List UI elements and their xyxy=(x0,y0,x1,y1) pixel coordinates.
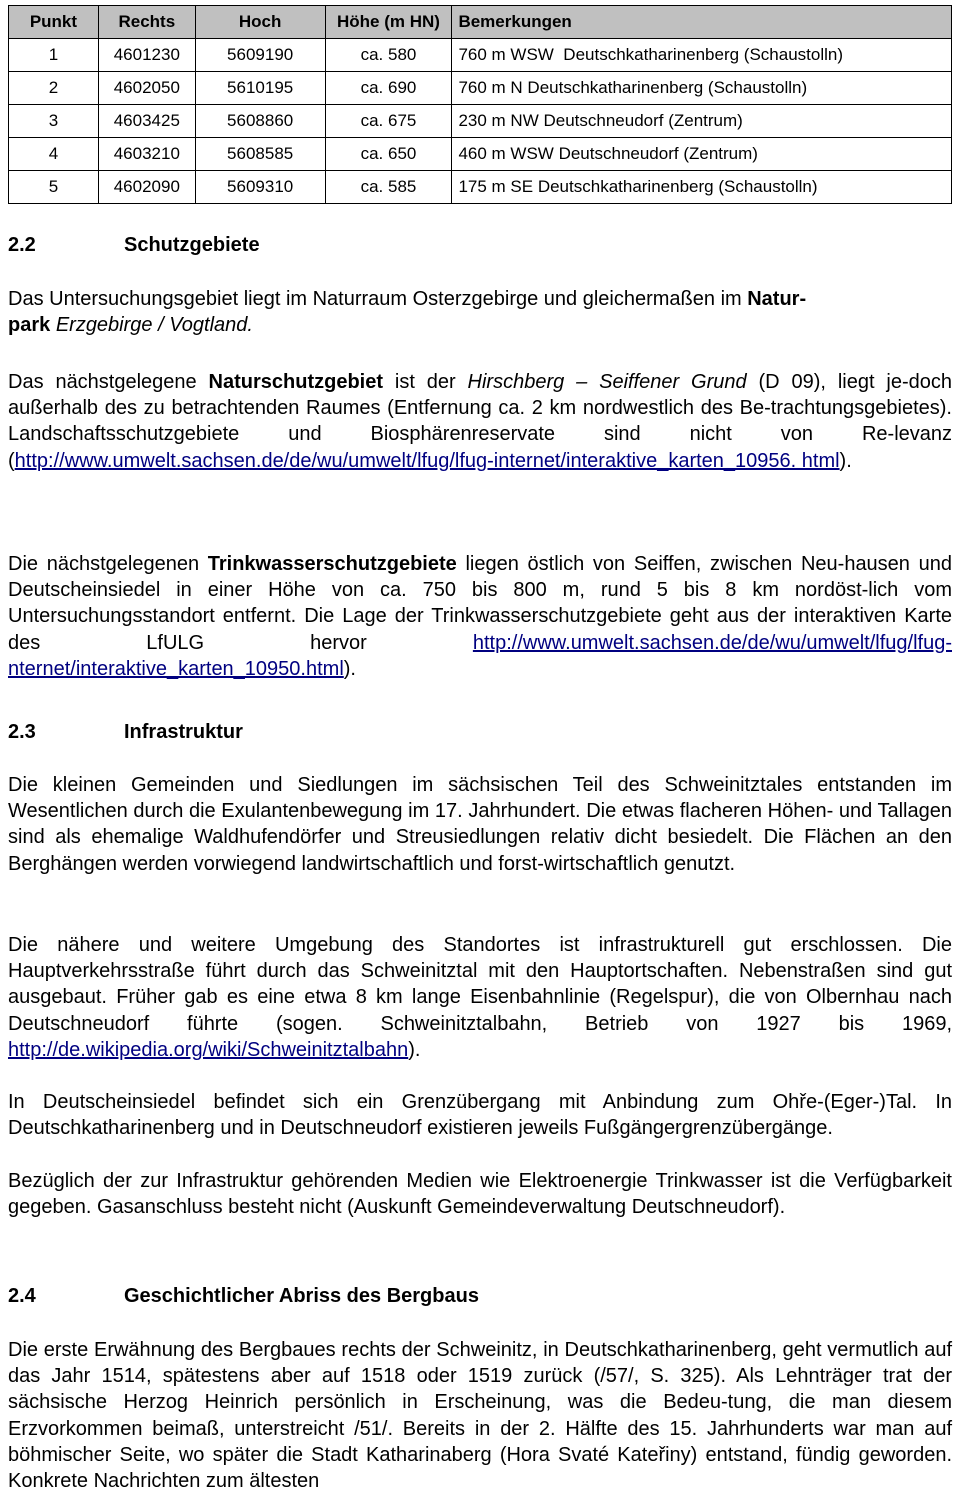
text-run: Die nähere und weitere Umgebung des Standortes ist infrastrukturell gut erschlossen. Die Hauptverkehrsstraße führt durch das Schweinitztal mit den Hauptortschaften. Nebenstraßen sind gut ausgebaut. Früher gab es eine etwa 8 km lange Eisenbahnlinie (Regelspur), die von Olbernhau nach Deutschneudorf führte (sogen. Schweinitztalbahn, Betrieb von 1927 bis 1969, xyxy=(8,934,952,1035)
table-header-row xyxy=(9,6,952,39)
text-run: Das nächstgelegene xyxy=(8,371,209,393)
cell-rechts: 4602050 xyxy=(98,72,195,105)
cell-hoehe: ca. 650 xyxy=(325,138,452,171)
header-hoehe: Höhe (m HN) xyxy=(325,6,452,39)
table-row xyxy=(9,171,952,204)
paragraph-medien: Bezüglich der zur Infrastruktur gehörenden Medien wie Elektroenergie Trinkwasser ist die Verfügbarkeit gegeben. Gasanschluss besteht nicht (Auskunft Gemeindeverwaltung Deutschneudorf). xyxy=(8,1170,952,1219)
header-rechts: Rechts xyxy=(98,6,195,39)
document-page xyxy=(8,5,952,1493)
cell-rechts: 4603425 xyxy=(98,105,195,138)
table-row xyxy=(9,105,952,138)
section-heading-2-2 xyxy=(8,234,260,257)
cell-hoch: 5610195 xyxy=(195,72,325,105)
text-run: Das Untersuchungsgebiet liegt im Naturraum Osterzgebirge und gleichermaßen im xyxy=(8,288,748,310)
section-title: Infrastruktur xyxy=(124,721,243,743)
cell-rechts: 4603210 xyxy=(98,138,195,171)
text-run: ist der xyxy=(383,371,468,393)
section-heading-2-4 xyxy=(8,1285,479,1308)
cell-rechts: 4602090 xyxy=(98,171,195,204)
cell-hoch: 5608585 xyxy=(195,138,325,171)
text-italic: Erzgebirge / Vogtland. xyxy=(55,314,253,337)
text-bold: park xyxy=(8,314,51,337)
section-title: Geschichtlicher Abriss des Bergbaus xyxy=(124,1285,479,1307)
paragraph-naturschutzgebiet xyxy=(8,369,952,474)
paragraph-gemeinden: Die kleinen Gemeinden und Siedlungen im sächsischen Teil des Schweinitztales entstanden im Wesentlichen durch die Exulantenbewegung im 17. Jahrhundert. Die etwas flacheren Höhen- und Tallagen sind als ehemalige Waldhufendörfer und Streusiedlungen relativ dicht besiedelt. Die Flächen an den Berghängen werden vorwiegend landwirtschaftlich und forst-wirtschaftlich genutzt. xyxy=(8,774,952,875)
cell-bemerkungen: 760 m WSW Deutschkatharinenberg (Schaustolln) xyxy=(452,39,952,72)
section-number: 2.3 xyxy=(8,721,36,743)
text-run: (D 09), liegt je-doch außerhalb des zu betrachtenden Raumes (Entfernung ca. 2 km nordwestlich des Be-trachtungsgebietes). Landschaftsschutzgebiete und Biosphärenreservate sind nicht von Re-levanz ( xyxy=(8,371,952,472)
cell-rechts: 4601230 xyxy=(98,39,195,72)
text-bold: Natur- xyxy=(747,288,807,310)
paragraph-trinkwasserschutzgebiete xyxy=(8,551,952,682)
lfug-map-link-10956[interactable]: http://www.umwelt.sachsen.de/de/wu/umwelt/lfug/lfug-internet/interaktive_karten_10956. html xyxy=(14,449,840,472)
cell-punkt: 5 xyxy=(9,171,99,204)
text-bold: Naturschutzgebiet xyxy=(208,371,384,393)
paragraph-umgebung xyxy=(8,932,952,1063)
paragraph-grenzuebergang: In Deutscheinsiedel befindet sich ein Grenzübergang mit Anbindung zum Ohře-(Eger-)Tal. In Deutschkatharinenberg und in Deutschneudorf existieren jeweils Fußgängergrenzübergänge. xyxy=(8,1091,952,1140)
text-run: ). xyxy=(839,449,852,472)
cell-hoch: 5609310 xyxy=(195,171,325,204)
paragraph-erste-erwaehnung: Die erste Erwähnung des Bergbaues rechts der Schweinitz, in Deutschkatharinenberg, geht vermutlich auf das Jahr 1514, spätestens aber auf 1518 oder 1519 zurück (/57/, S. 325). Als Lehnträger trat der sächsische Herzog Heinrich persönlich in Erscheinung, was die Bedeu-tung, die man diesem Erzvorkommen beimaß, unterstreicht /51/. Bereits in der 2. Hälfte des 15. Jahrhunderts war man auf böhmischer Seite, wo später die Stadt Katharinaberg (Hora Svaté Kateřiny) entstand, fündig geworden. Konkrete Nachrichten zum ältesten xyxy=(8,1339,952,1493)
header-hoch: Hoch xyxy=(195,6,325,39)
cell-punkt: 4 xyxy=(9,138,99,171)
cell-punkt: 2 xyxy=(9,72,99,105)
cell-hoehe: ca. 585 xyxy=(325,171,452,204)
wikipedia-schweinitztalbahn-link[interactable]: http://de.wikipedia.org/wiki/Schweinitztalbahn xyxy=(8,1038,409,1061)
text-run: ). xyxy=(408,1038,421,1061)
cell-hoehe: ca. 690 xyxy=(325,72,452,105)
paragraph-naturraum xyxy=(8,286,952,338)
cell-hoch: 5608860 xyxy=(195,105,325,138)
section-number: 2.4 xyxy=(8,1285,36,1307)
cell-hoehe: ca. 580 xyxy=(325,39,452,72)
table-row xyxy=(9,138,952,171)
cell-hoch: 5609190 xyxy=(195,39,325,72)
cell-hoehe: ca. 675 xyxy=(325,105,452,138)
text-italic: Hirschberg – Seiffener Grund xyxy=(467,371,747,393)
section-number: 2.2 xyxy=(8,234,36,256)
text-run: ). xyxy=(343,657,356,680)
cell-bemerkungen: 175 m SE Deutschkatharinenberg (Schaustolln) xyxy=(452,171,952,204)
text-bold: Trinkwasserschutzgebiete xyxy=(207,553,457,575)
table-row xyxy=(9,39,952,72)
coordinates-table xyxy=(8,5,952,204)
section-heading-2-3 xyxy=(8,721,243,744)
cell-punkt: 1 xyxy=(9,39,99,72)
cell-bemerkungen: 460 m WSW Deutschneudorf (Zentrum) xyxy=(452,138,952,171)
text-run: Die nächstgelegenen xyxy=(8,553,208,575)
table-row xyxy=(9,72,952,105)
section-title: Schutzgebiete xyxy=(124,234,260,256)
header-bemerkungen: Bemerkungen xyxy=(452,6,952,39)
header-punkt: Punkt xyxy=(9,6,99,39)
cell-punkt: 3 xyxy=(9,105,99,138)
cell-bemerkungen: 760 m N Deutschkatharinenberg (Schaustolln) xyxy=(452,72,952,105)
lfug-map-link-10950[interactable]: http://www.umwelt.sachsen.de/de/wu/umwelt/lfug/lfug-nternet/interaktive_karten_10950.html xyxy=(8,631,952,680)
text-run: liegen östlich von Seiffen, zwischen Neu-hausen und Deutscheinsiedel in einer Höhe von ca. 750 bis 800 m, rund 5 bis 8 km nordöst-lich vom Untersuchungsstandort entfernt. Die Lage der Trinkwasserschutzgebiete geht aus der interaktiven Karte des LfULG hervor xyxy=(8,553,952,654)
cell-bemerkungen: 230 m NW Deutschneudorf (Zentrum) xyxy=(452,105,952,138)
